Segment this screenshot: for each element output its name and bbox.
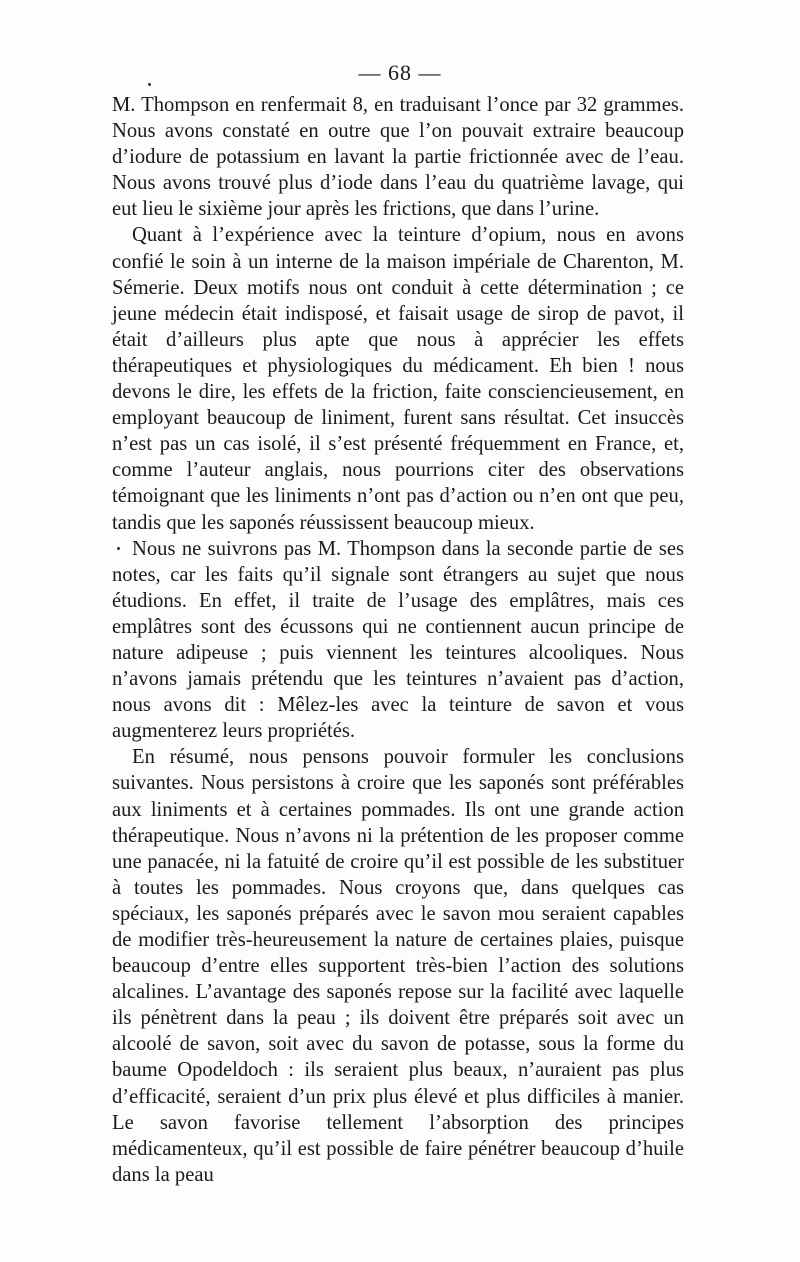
- paragraph-3: Nous ne suivrons pas M. Thompson dans la seconde partie de ses notes, car les faits qu’il signale sont étrangers au sujet que nous étudions. En effet, il traite de l’usage des emplâtres, mais ces emplâtres sont des écussons qui ne contiennent aucun principe de nature adipeuse ; puis viennent les teintures alcooliques. Nous n’avons jamais prétendu que les teintures n’avaient pas d’action, nous avons dit : Mêlez-les avec la teinture de savon et vous augmenterez leurs propriétés.: [112, 537, 684, 743]
- page-number: — 68 —: [358, 60, 442, 85]
- paragraph-2: Quant à l’expérience avec la teinture d’opium, nous en avons confié le soin à un interne de la maison impériale de Charenton, M. Sémerie. Deux motifs nous ont conduit à cette détermination ; ce jeune médecin était indisposé, et faisait usage de sirop de pavot, il était d’ailleurs plus apte que nous à apprécier les effets thérapeutiques et physiologiques du médicament. Eh bien ! nous devons le dire, les effets de la friction, faite consciencieusement, en employant beaucoup de liniment, furent sans résultat. Cet insuccès n’est pas un cas isolé, il s’est présenté fréquemment en France, et, comme l’auteur anglais, nous pourrions citer des observations témoignant que les liniments n’ont pas d’action ou n’en ont que peu, tandis que les saponés réussissent beaucoup mieux.: [112, 224, 684, 534]
- paragraph-1: M. Thompson en renfermait 8, en traduisant l’once par 32 grammes. Nous avons constaté en outre que l’on pouvait extraire beaucoup d’iodure de potassium en lavant la partie frictionnée avec de l’eau. Nous avons trouvé plus d’iode dans l’eau du quatrième lavage, qui eut lieu le sixième jour après les frictions, que dans l’urine.: [112, 94, 684, 221]
- body-text: [112, 92, 684, 1188]
- ink-speck: [117, 547, 120, 550]
- ink-speck: [148, 83, 151, 86]
- paragraph-4: En résumé, nous pensons pouvoir formuler les conclusions suivantes. Nous persistons à croire que les saponés sont préférables aux liniments et à certaines pommades. Ils ont une grande action thérapeutique. Nous n’avons ni la prétention de les proposer comme une panacée, ni la fatuité de croire qu’il est possible de les substituer à toutes les pommades. Nous croyons que, dans quelques cas spéciaux, les saponés préparés avec le savon mou seraient capables de modifier très-heureusement la nature de certaines plaies, puisque beaucoup d’entre elles supportent très-bien l’action des solutions alcalines. L’avantage des saponés repose sur la facilité avec laquelle ils pénètrent dans la peau ; ils doivent être préparés soit avec un alcoolé de savon, soit avec du savon de potasse, sous la forme du baume Opodeldoch : ils seraient plus beaux, n’auraient pas plus d’efficacité, seraient d’un prix plus élevé et plus difficiles à manier. Le savon favorise tellement l’absorption des principes médicamenteux, qu’il est possible de faire pénétrer beaucoup d’huile dans la peau: [112, 746, 684, 1186]
